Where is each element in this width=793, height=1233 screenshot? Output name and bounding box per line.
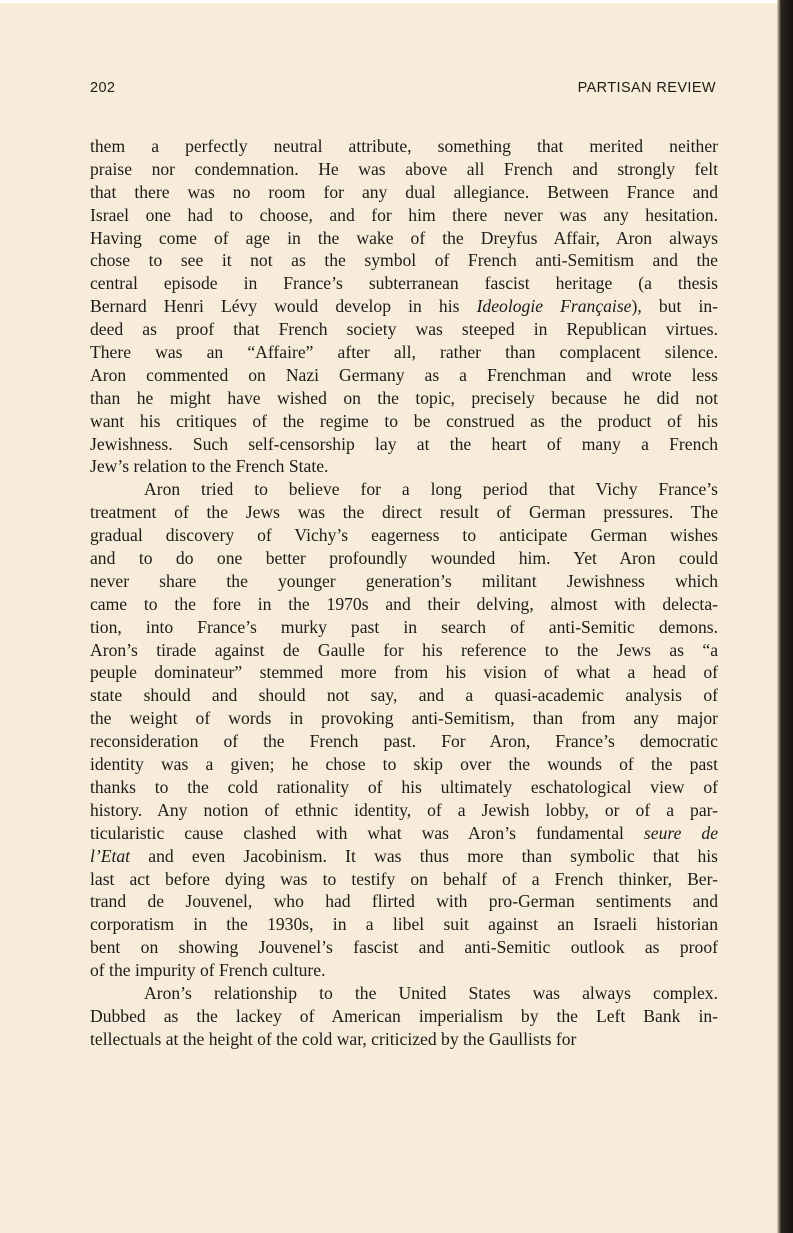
text-line (90, 524, 718, 547)
text-line (90, 616, 718, 639)
text-line (90, 547, 718, 570)
text-run: Aron’s tirade against de Gaulle for his reference to the Jews as “a (90, 639, 718, 660)
text-run: of the impurity of French culture. (90, 960, 326, 981)
text-line (90, 1005, 718, 1028)
text-line (90, 1028, 718, 1051)
text-run: deed as proof that French society was steeped in Republican virtues. (90, 319, 718, 340)
text-run: and even Jacobinism. It was thus more than symbolic that his (130, 845, 718, 866)
text-run: tellectuals at the height of the cold war, criticized by the Gaullists for (90, 1028, 577, 1049)
text-run: Jew’s relation to the French State. (90, 456, 329, 477)
text-run: Aron’s relationship to the United States was always complex. (144, 982, 718, 1003)
text-run: corporatism in the 1930s, in a libel suit against an Israeli historian (90, 914, 718, 935)
text-line (90, 135, 718, 158)
text-run: bent on showing Jouvenel’s fascist and anti-Semitic outlook as proof (90, 937, 718, 958)
page-top-edge (0, 0, 793, 3)
text-line (90, 730, 718, 753)
paragraph (90, 135, 718, 478)
text-run: tion, into France’s murky past in search of anti-Semitic demons. (90, 616, 718, 637)
text-line (90, 822, 718, 845)
text-line (90, 295, 718, 318)
italic-phrase: l’Etat (90, 845, 131, 866)
text-run: the weight of words in provoking anti-Semitism, than from any major (90, 708, 718, 729)
journal-title: PARTISAN REVIEW (577, 80, 716, 96)
text-run: chose to see it not as the symbol of French anti-Semitism and the (90, 250, 718, 271)
text-run: reconsideration of the French past. For Aron, France’s democratic (90, 731, 718, 752)
text-line (90, 341, 718, 364)
text-line (90, 501, 718, 524)
text-line (90, 478, 718, 501)
text-run: Aron commented on Nazi Germany as a Frenchman and wrote less (90, 364, 718, 385)
text-line (90, 959, 718, 982)
italic-phrase: Ideologie Française (476, 296, 632, 317)
text-run: There was an “Affaire” after all, rather than complacent silence. (90, 342, 718, 363)
text-run: ), but in- (631, 296, 718, 317)
text-run: that there was no room for any dual allegiance. Between France and (90, 181, 718, 202)
text-line (90, 204, 718, 227)
page-number: 202 (90, 80, 116, 96)
text-line (90, 364, 718, 387)
text-run: and to do one better profoundly wounded him. Yet Aron could (90, 548, 718, 569)
text-run: want his critiques of the regime to be construed as the product of his (90, 410, 718, 431)
paragraph (90, 982, 718, 1051)
text-line (90, 799, 718, 822)
running-head (90, 80, 718, 102)
text-run: came to the fore in the 1970s and their delving, almost with delecta- (90, 593, 718, 614)
text-run: Jewishness. Such self-censorship lay at the heart of many a French (90, 433, 718, 454)
text-line (90, 639, 718, 662)
text-run: treatment of the Jews was the direct result of German pressures. The (90, 502, 718, 523)
italic-phrase: seure de (643, 822, 718, 843)
text-run: ticularistic cause clashed with what was Aron’s fundamental (90, 822, 644, 843)
text-run: state should and should not say, and a quasi-academic analysis of (90, 685, 718, 706)
text-line (90, 936, 718, 959)
text-line (90, 776, 718, 799)
text-run: gradual discovery of Vichy’s eagerness to anticipate German wishes (90, 525, 718, 546)
text-line (90, 272, 718, 295)
text-run: central episode in France’s subterranean fascist heritage (a thesis (90, 273, 718, 294)
text-run: history. Any notion of ethnic identity, of a Jewish lobby, or of a par- (90, 799, 718, 820)
text-line (90, 181, 718, 204)
text-line (90, 410, 718, 433)
text-line (90, 753, 718, 776)
text-line (90, 455, 718, 478)
text-run: thanks to the cold rationality of his ultimately eschatological view of (90, 776, 718, 797)
text-run: trand de Jouvenel, who had flirted with pro-German sentiments and (90, 891, 718, 912)
text-run: Israel one had to choose, and for him there never was any hesitation. (90, 204, 718, 225)
body-text (90, 135, 718, 1051)
text-line (90, 845, 718, 868)
text-line (90, 982, 718, 1005)
text-run: than he might have wished on the topic, precisely because he did not (90, 387, 718, 408)
text-run: Bernard Henri Lévy would develop in his (90, 296, 477, 317)
text-line (90, 570, 718, 593)
text-line (90, 227, 718, 250)
text-line (90, 661, 718, 684)
text-line (90, 387, 718, 410)
text-line (90, 318, 718, 341)
text-line (90, 684, 718, 707)
text-line (90, 249, 718, 272)
text-run: Aron tried to believe for a long period that Vichy France’s (144, 479, 718, 500)
text-line (90, 158, 718, 181)
text-run: Dubbed as the lackey of American imperialism by the Left Bank in- (90, 1005, 718, 1026)
text-line (90, 707, 718, 730)
text-run: praise nor condemnation. He was above all French and strongly felt (90, 158, 718, 179)
scan-dark-edge (777, 0, 793, 1233)
text-line (90, 868, 718, 891)
text-line (90, 913, 718, 936)
text-run: Having come of age in the wake of the Dreyfus Affair, Aron always (90, 227, 718, 248)
text-line (90, 890, 718, 913)
text-run: identity was a given; he chose to skip over the wounds of the past (90, 754, 718, 775)
text-run: never share the younger generation’s militant Jewishness which (90, 570, 718, 591)
text-line (90, 433, 718, 456)
text-run: peuple dominateur” stemmed more from his vision of what a head of (90, 662, 718, 683)
text-run: last act before dying was to testify on behalf of a French thinker, Ber- (90, 868, 718, 889)
text-line (90, 593, 718, 616)
paragraph (90, 478, 718, 982)
text-run: them a perfectly neutral attribute, something that merited neither (90, 136, 718, 156)
